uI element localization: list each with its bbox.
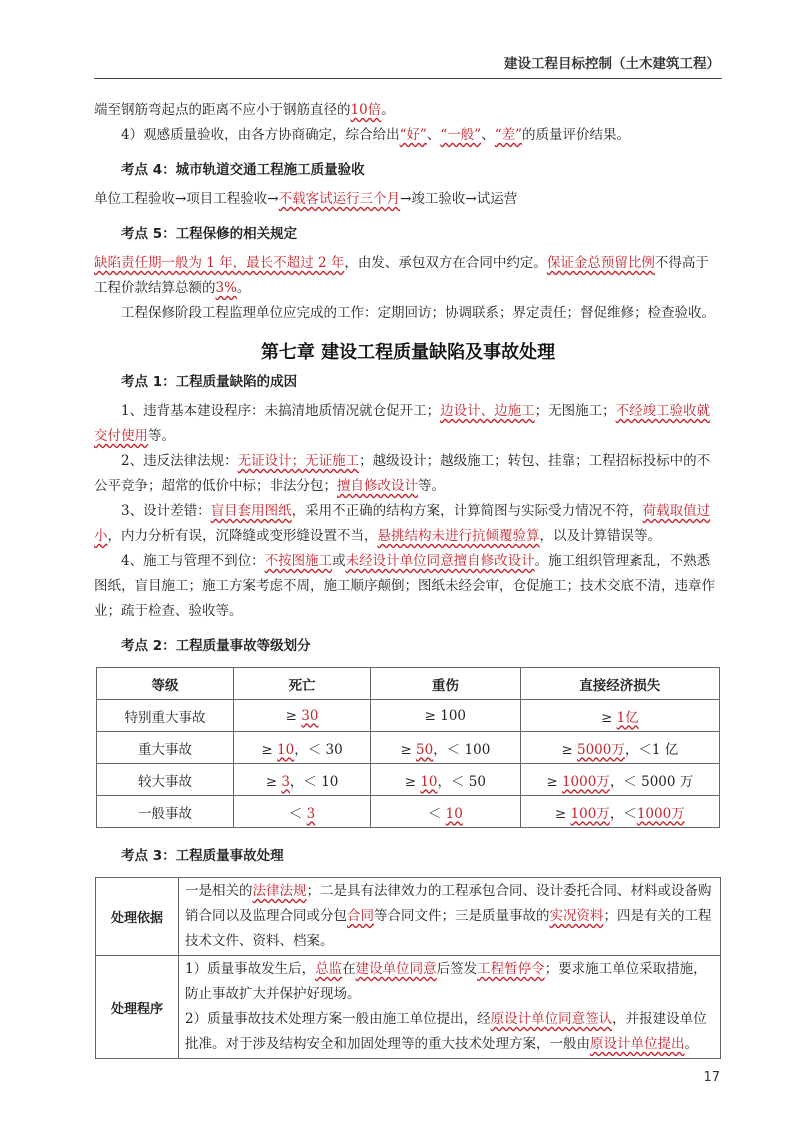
- procedure-label: 处理程序: [96, 956, 179, 1059]
- header-loss: 直接经济损失: [520, 668, 719, 700]
- header-injury: 重伤: [371, 668, 521, 700]
- loss-cell: ≥ 5000万，＜1 亿: [520, 732, 719, 764]
- c1-para2: 2、违反法律法规：无证设计；无证施工；越级设计；越级施工；转包、挂靠；工程招标投标中的不公平竞争；超常的低价中标；非法分包；擅自修改设计等。: [94, 453, 711, 494]
- basis-text: 一是相关的法律法规；二是具有法律效力的工程承包合同、设计委托合同、材料或设备购销合同以及监理合同或分包合同等合同文件；三是质量事故的实况资料；四是有关的工程技术文件、资料、档案。: [179, 878, 721, 956]
- kd5-para2: 工程保修阶段工程监理单位应完成的工作：定期回访；协调联系；界定责任；督促维修；检查验收。: [121, 305, 715, 321]
- kd4-title: 考点 4：城市轨道交通工程施工质量验收: [121, 162, 365, 178]
- death-cell: ≥ 30: [234, 700, 371, 732]
- table-row: [97, 732, 720, 764]
- injury-cell: ＜ 10: [371, 796, 521, 828]
- grade-cell: 一般事故: [97, 796, 234, 828]
- header-title: 建设工程目标控制（土木建筑工程）: [504, 56, 720, 72]
- table-row: [97, 764, 720, 796]
- injury-cell: ≥ 50，＜ 100: [371, 732, 521, 764]
- grade-cell: 特别重大事故: [97, 700, 234, 732]
- c2-title: 考点 2：工程质量事故等级划分: [121, 638, 311, 654]
- c3-title: 考点 3：工程质量事故处理: [121, 848, 284, 864]
- kd4-line: 单位工程验收→项目工程验收→不载客试运行三个月→竣工验收→试运营: [94, 191, 518, 207]
- intro-line2: 4）观感质量验收，由各方协商确定，综合给出“好”、“一般”、“差”的质量评价结果。: [121, 127, 631, 143]
- handling-table: [95, 877, 721, 1059]
- intro-line1: 端至钢筋弯起点的距离不应小于钢筋直径的10倍。: [94, 102, 395, 118]
- kd5-title: 考点 5：工程保修的相关规定: [121, 226, 298, 242]
- death-cell: ≥ 3，＜ 10: [234, 764, 371, 796]
- header-grade: 等级: [97, 668, 234, 700]
- page-number: 17: [703, 1070, 720, 1085]
- c1-para4: 4、施工与管理不到位：不按图施工或未经设计单位同意擅自修改设计。施工组织管理紊乱，不熟悉图纸，盲目施工；施工方案考虑不周，施工顺序颠倒；图纸未经会审，仓促施工；技术交底不清，违章作业；疏于检查、验收等。: [94, 553, 715, 619]
- grade-cell: 重大事故: [97, 732, 234, 764]
- table-row: [97, 700, 720, 732]
- death-cell: ＜ 3: [234, 796, 371, 828]
- basis-label: 处理依据: [96, 878, 179, 956]
- content: [94, 98, 722, 1059]
- procedure-text: 1）质量事故发生后，总监在建设单位同意后签发工程暂停令；要求施工单位采取措施，防止事故扩大并保护好现场。 2）质量事故技术处理方案一般由施工单位提出，经原设计单位同意签认，并报建设单位批准。对于涉及结构安全和加固处理等的重大技术处理方案，一般由原设计单位提出。: [179, 956, 721, 1059]
- injury-cell: ≥ 10，＜ 50: [371, 764, 521, 796]
- death-cell: ≥ 10，＜ 30: [234, 732, 371, 764]
- table-row: [96, 956, 721, 1059]
- c1-para1: 1、违背基本建设程序：未搞清地质情况就仓促开工；边设计、边施工；无图施工；不经竣工验收就交付使用等。: [94, 403, 711, 444]
- header-death: 死亡: [234, 668, 371, 700]
- loss-cell: ≥ 1000万，＜ 5000 万: [520, 764, 719, 796]
- chapter-title: 第七章 建设工程质量缺陷及事故处理: [260, 342, 556, 363]
- loss-cell: ≥ 1亿: [520, 700, 719, 732]
- loss-cell: ≥ 100万，＜1000万: [520, 796, 719, 828]
- table-row: [96, 878, 721, 956]
- c1-para3: 3、设计差错：盲目套用图纸，采用不正确的结构方案，计算简图与实际受力情况不符，荷载取值过小，内力分析有误，沉降缝或变形缝设置不当，悬挑结构未进行抗倾覆验算，以及计算错误等。: [94, 503, 711, 544]
- injury-cell: ≥ 100: [371, 700, 521, 732]
- grade-cell: 较大事故: [97, 764, 234, 796]
- kd5-para1: 缺陷责任期一般为 1 年，最长不超过 2 年，由发、承包双方在合同中约定。保证金总预留比例不得高于工程价款结算总额的3%。: [94, 255, 709, 296]
- c1-title: 考点 1：工程质量缺陷的成因: [121, 374, 298, 390]
- table-row: [97, 796, 720, 828]
- grade-table-header: [97, 668, 720, 700]
- header-rule: [94, 78, 722, 79]
- grade-table: [96, 667, 720, 828]
